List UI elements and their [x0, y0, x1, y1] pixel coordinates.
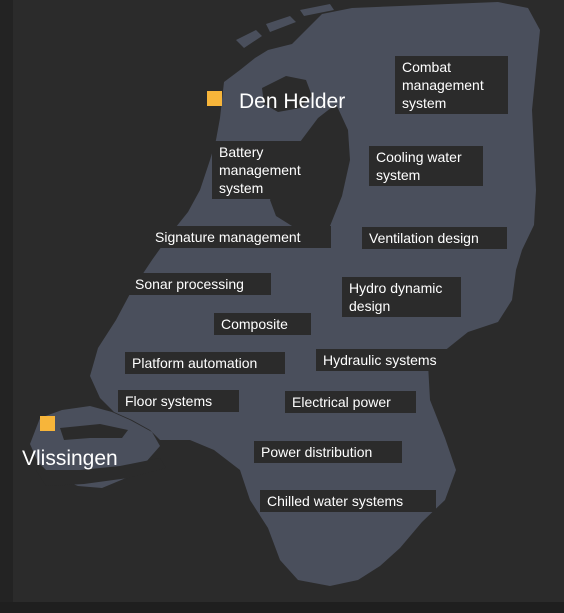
- vlissingen-label: Vlissingen: [22, 447, 118, 470]
- hydraulic-systems-label: Hydraulic systems: [316, 349, 461, 371]
- power-distribution-label: Power distribution: [254, 441, 402, 463]
- sonar-processing-label: Sonar processing: [128, 273, 271, 295]
- floor-systems-label: Floor systems: [118, 390, 239, 412]
- chilled-water-systems-label: Chilled water systems: [260, 490, 436, 512]
- combat-management-system-label: Combat management system: [395, 56, 508, 114]
- composite-label: Composite: [214, 313, 311, 335]
- signature-management-label: Signature management: [148, 226, 331, 248]
- vlissingen-marker: [40, 416, 55, 431]
- platform-automation-label: Platform automation: [125, 352, 285, 374]
- hydro-dynamic-design-label: Hydro dynamic design: [342, 277, 461, 317]
- den-helder-label: Den Helder: [239, 90, 346, 113]
- cooling-water-system-label: Cooling water system: [369, 146, 483, 186]
- bottom-border: [0, 602, 564, 613]
- battery-management-system-label: Battery management system: [212, 141, 322, 199]
- den-helder-marker: [207, 91, 222, 106]
- electrical-power-label: Electrical power: [285, 391, 416, 413]
- ventilation-design-label: Ventilation design: [362, 227, 507, 249]
